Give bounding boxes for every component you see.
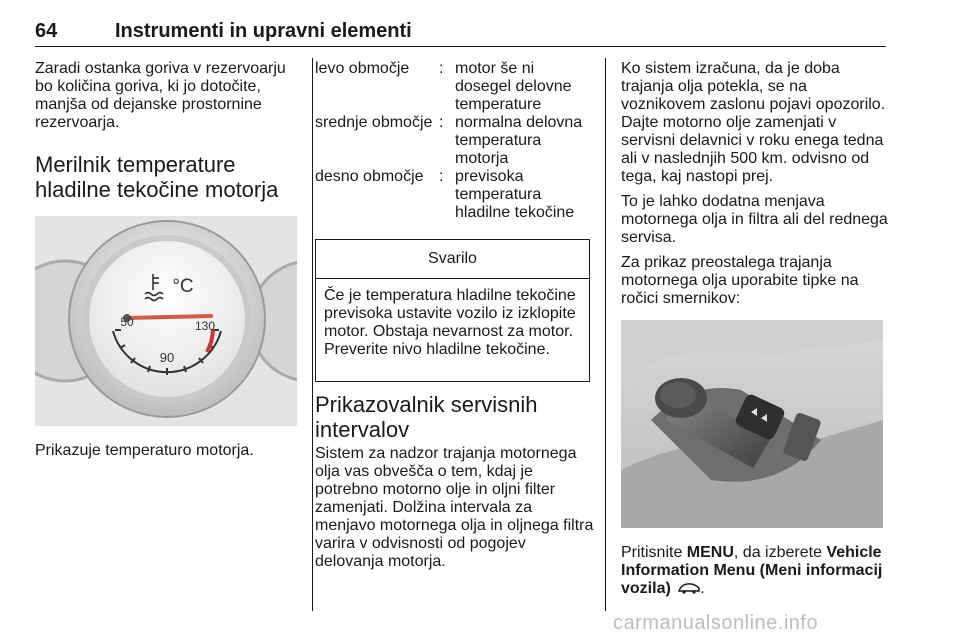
coolant-gauge-heading: Merilnik temperature hladilne tekočine motorja bbox=[35, 152, 279, 202]
watermark: carmanualsonline.info bbox=[613, 612, 819, 634]
temperature-range-table bbox=[315, 60, 590, 222]
range-row bbox=[315, 114, 590, 168]
gauge-tick-130: 130 bbox=[194, 319, 216, 333]
vehicle-info-menu-label: Vehicle Information Menu (Meni informacij vozila) bbox=[621, 544, 883, 597]
remaining-oil-paragraph: Za prikaz preostalega trajanja motornega olja uporabite tipke na ročici smernikov: bbox=[621, 254, 859, 307]
gauge-caption: Prikazuje temperaturo motorja. bbox=[35, 442, 254, 459]
range-row bbox=[315, 168, 590, 222]
range-separator: : bbox=[439, 114, 444, 131]
middle-column bbox=[315, 60, 595, 222]
menu-instruction bbox=[621, 544, 889, 598]
service-interval-section bbox=[315, 392, 595, 571]
warning-title: Svarilo bbox=[316, 240, 589, 279]
menu-key-label: MENU bbox=[686, 544, 734, 561]
warning-box bbox=[315, 239, 590, 382]
range-separator: : bbox=[439, 168, 444, 185]
gauge-tick-90: 90 bbox=[159, 350, 175, 365]
oil-change-paragraph: To je lahko dodatna menjava motornega olja in filtra ali del rednega servisa. bbox=[621, 193, 888, 246]
range-row bbox=[315, 60, 590, 114]
warning-text: Če je temperatura hladilne tekočine previsoka ustavite vozilo iz izklopite motor. Obstaja nevarnost za motor. Preverite nivo hladilne tekočine. bbox=[324, 287, 576, 358]
range-meaning: motor še ni dosegel delovne temperature bbox=[455, 60, 572, 113]
range-zone: levo območje bbox=[315, 60, 410, 77]
turn-signal-lever-drawing bbox=[621, 320, 883, 528]
range-zone: desno območje bbox=[315, 168, 424, 185]
chapter-title: Instrumenti in upravni elementi bbox=[115, 20, 412, 42]
page-header bbox=[35, 0, 886, 47]
instruction-suffix: . bbox=[700, 580, 705, 597]
range-meaning: normalna delovna temperatura motorja bbox=[455, 114, 583, 167]
page-number: 64 bbox=[35, 20, 58, 42]
turn-signal-lever-illustration bbox=[621, 320, 883, 528]
instruction-middle: , da izberete bbox=[733, 544, 827, 561]
left-column bbox=[35, 60, 297, 202]
column-divider-right bbox=[605, 58, 606, 611]
gauge-unit-label: °C bbox=[172, 276, 194, 297]
oil-warning-paragraph: Ko sistem izračuna, da je doba trajanja olja potekla, se na voznikovem zaslonu pojavi opozorilo. Dajte motorno olje zamenjati v servisni delavnici v roku enega tedna ali v naslednjih 500 km. odvisno od tega, kaj nastopi prej. bbox=[621, 60, 886, 185]
coolant-gauge-illustration bbox=[35, 216, 297, 426]
range-separator: : bbox=[439, 60, 444, 77]
gauge-tick-50: 50 bbox=[120, 315, 134, 329]
right-column bbox=[621, 60, 889, 308]
range-meaning: previsoka temperatura hladilne tekočine bbox=[455, 168, 575, 221]
range-zone: srednje območje bbox=[315, 114, 433, 131]
service-interval-body: Sistem za nadzor trajanja motornega olja vas obvešča o tem, kdaj je potrebno motorno olje in oljni filter zamenjati. Dolžina intervala za menjavo motornega olja in oljnega filtra varira v odvisnosti od pogojev delovanja motorja. bbox=[315, 445, 594, 570]
service-interval-heading: Prikazovalnik servisnih intervalov bbox=[315, 392, 538, 442]
vehicle-car-icon bbox=[678, 582, 700, 594]
intro-paragraph: Zaradi ostanka goriva v rezervoarju bo količina goriva, ki jo dotočite, manjša od dejanske prostornine rezervoarja. bbox=[35, 60, 286, 131]
column-divider-left bbox=[312, 58, 313, 611]
instruction-prefix: Pritisnite bbox=[621, 544, 687, 561]
coolant-gauge-drawing bbox=[35, 216, 297, 426]
